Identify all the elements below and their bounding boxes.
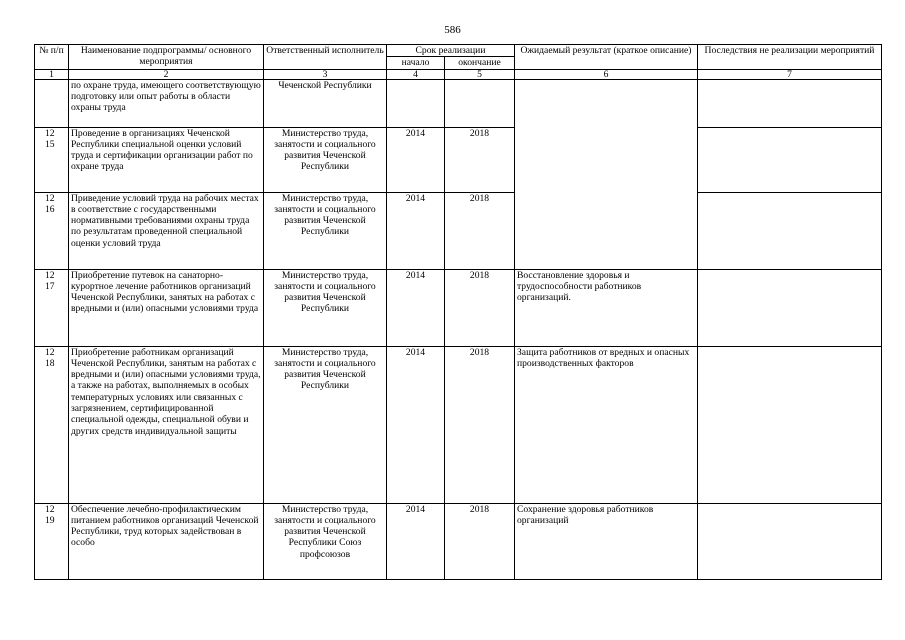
column-number: 6 [515,69,698,79]
row-name: Приобретение работникам организаций Чеченской Республики, занятым на работах с вредными и (или) опасными условиями труда, а также на работах, выполняемых в особых температурных условиях или связанных с загрязнением, сертифицированной специальной одежды, специальной обуви и других средств индивидуальной защиты [69,346,264,503]
row-number [35,79,69,127]
row-number: 12 18 [35,346,69,503]
row-start: 2014 [387,503,445,579]
row-number: 12 16 [35,192,69,269]
column-number: 5 [445,69,515,79]
row-end: 2018 [445,503,515,579]
row-consequences [698,79,882,127]
page-number: 586 [444,24,461,36]
row-number: 12 15 [35,127,69,192]
column-number: 7 [698,69,882,79]
header-num: № п/п [35,45,69,70]
header-result: Ожидаемый результат (краткое описание) [515,45,698,70]
program-table [34,44,882,580]
row-name: Приобретение путевок на санаторно-курортное лечение работников организаций Чеченской Республики, занятых на работах с вредными и (или) опасными условиями труда [69,269,264,346]
row-end [445,79,515,127]
row-executor: Министерство труда, занятости и социального развития Чеченской Республики [264,269,387,346]
row-consequences [698,269,882,346]
row-name: Приведение условий труда на рабочих местах в соответствие с государственными нормативными требованиями охраны труда по результатам проведенной специальной оценки условий труда [69,192,264,269]
table-row [35,79,882,127]
column-number: 4 [387,69,445,79]
row-result: Защита работников от вредных и опасных производственных факторов [515,346,698,503]
header-consequences: Последствия не реализации мероприятий [698,45,882,70]
column-number: 2 [69,69,264,79]
row-end: 2018 [445,346,515,503]
row-executor: Министерство труда, занятости и социального развития Чеченской Республики [264,192,387,269]
column-number-row [35,69,882,79]
row-name: по охране труда, имеющего соответствующую подготовку или опыт работы в области охраны труда [69,79,264,127]
row-end: 2018 [445,269,515,346]
row-consequences [698,127,882,192]
header-executor: Ответственный исполнитель [264,45,387,70]
table-row [35,127,882,192]
table-row [35,192,882,269]
header-end: окончание [445,57,515,69]
row-executor: Министерство труда, занятости и социального развития Чеченской Республики [264,346,387,503]
column-number: 3 [264,69,387,79]
table-row [35,346,882,503]
row-result [515,79,698,269]
column-number: 1 [35,69,69,79]
header-start: начало [387,57,445,69]
row-name: Проведение в организациях Чеченской Республики специальной оценки условий труда и сертификации организации работ по охране труда [69,127,264,192]
table-row [35,503,882,579]
row-start: 2014 [387,269,445,346]
row-end: 2018 [445,127,515,192]
row-start: 2014 [387,192,445,269]
row-start [387,79,445,127]
row-consequences [698,503,882,579]
header-name: Наименование подпрограммы/ основного мероприятия [69,45,264,70]
table-row [35,269,882,346]
row-end: 2018 [445,192,515,269]
row-result: Восстановление здоровья и трудоспособности работников организаций. [515,269,698,346]
header-row [35,45,882,57]
header-period: Срок реализации [387,45,515,57]
row-number: 12 19 [35,503,69,579]
row-executor: Чеченской Республики [264,79,387,127]
row-consequences [698,346,882,503]
row-consequences [698,192,882,269]
row-start: 2014 [387,127,445,192]
row-number: 12 17 [35,269,69,346]
row-name: Обеспечение лечебно-профилактическим питанием работников организаций Чеченской Республики, труд которых задействован в особо [69,503,264,579]
row-start: 2014 [387,346,445,503]
row-result: Сохранение здоровья работников организаций [515,503,698,579]
row-executor: Министерство труда, занятости и социального развития Чеченской Республики [264,127,387,192]
row-executor: Министерство труда, занятости и социального развития Чеченской Республики Союз профсоюзов [264,503,387,579]
